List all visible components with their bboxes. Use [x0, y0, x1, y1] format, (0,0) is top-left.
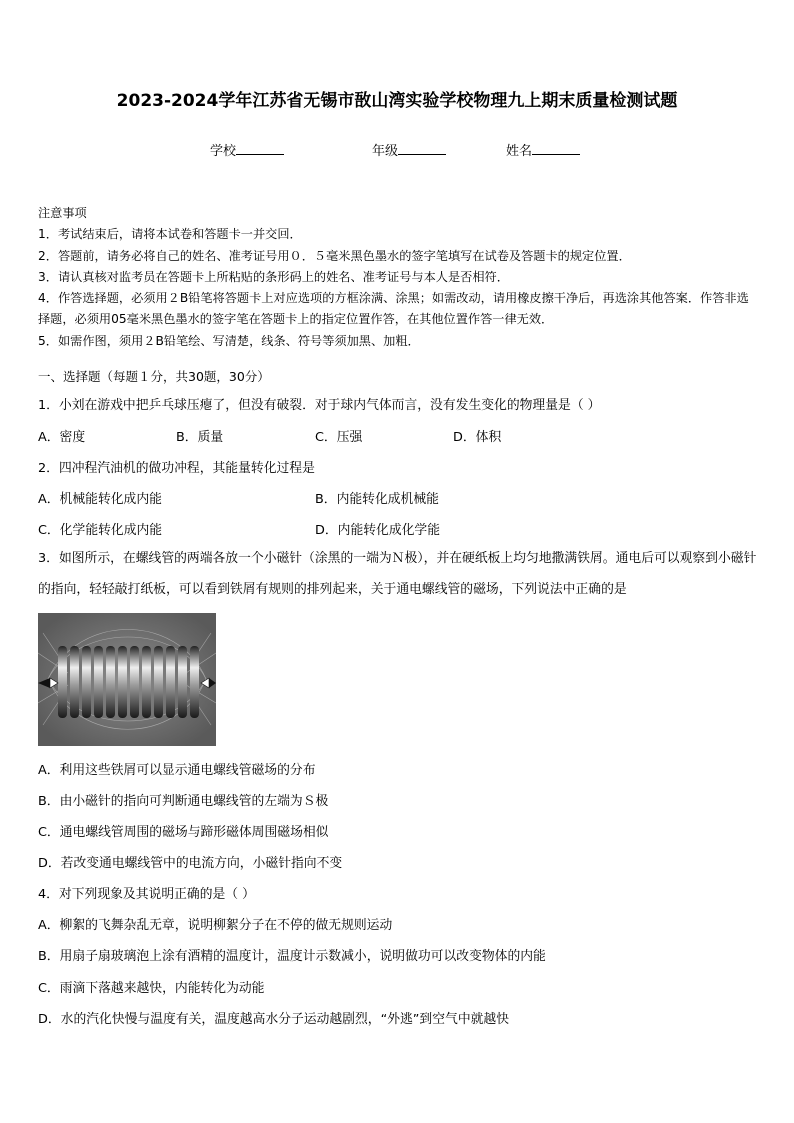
- question-4-option-c[interactable]: C．雨滴下落越来越快，内能转化为动能: [38, 981, 265, 996]
- question-1-option-a[interactable]: A．密度: [38, 430, 86, 445]
- notice-item: 4．作答选择题，必须用２B铅笔将答题卡上对应选项的方框涂满、涂黑；如需改动，请用橡皮擦干净后，再选涂其他答案．作答非选择题，必须用05毫米黑色墨水的签字笔在答题卡上的指定位置作答，在其他位置作答一律无效．: [38, 291, 749, 327]
- notice-item: 2．答题前，请务必将自己的姓名、准考证号用０．５毫米黑色墨水的签字笔填写在试卷及答题卡的规定位置．: [38, 248, 631, 263]
- question-3-option-b[interactable]: B．由小磁针的指向可判断通电螺线管的左端为Ｓ极: [38, 794, 329, 809]
- question-2-option-b[interactable]: B．内能转化成机械能: [315, 492, 439, 507]
- question-1-stem: 1．小刘在游戏中把乒乓球压瘪了，但没有破裂．对于球内气体而言，没有发生变化的物理量是（ ）: [38, 398, 601, 413]
- question-3-option-c[interactable]: C．通电螺线管周围的磁场与蹄形磁体周围磁场相似: [38, 825, 329, 840]
- solenoid-image: [38, 613, 216, 746]
- section-heading: 一、选择题（每题１分，共30题，30分）: [38, 369, 270, 384]
- notice-heading: 注意事项: [38, 206, 87, 220]
- question-2-option-a[interactable]: A．机械能转化成内能: [38, 492, 162, 507]
- notice-item: 1．考试结束后，请将本试卷和答题卡一并交回．: [38, 227, 302, 242]
- solenoid-iron-filings-figure: [38, 613, 216, 746]
- school-field[interactable]: 学校: [210, 140, 284, 159]
- grade-field[interactable]: 年级: [372, 140, 446, 159]
- name-field[interactable]: 姓名: [506, 140, 580, 159]
- question-4-stem: 4．对下列现象及其说明正确的是（ ）: [38, 887, 255, 902]
- question-2-option-d[interactable]: D．内能转化成化学能: [315, 523, 441, 538]
- question-3-option-a[interactable]: A．利用这些铁屑可以显示通电螺线管磁场的分布: [38, 763, 316, 778]
- notice-section: [38, 203, 758, 352]
- notice-item: 3．请认真核对监考员在答题卡上所粘贴的条形码上的姓名、准考证号与本人是否相符．: [38, 269, 509, 284]
- question-1-option-c[interactable]: C．压强: [315, 430, 363, 445]
- question-1-option-b[interactable]: B．质量: [176, 430, 224, 445]
- notice-item: 5．如需作图，须用２B铅笔绘、写清楚，线条、符号等须加黑、加粗．: [38, 333, 420, 348]
- question-3-stem: 3．如图所示，在螺线管的两端各放一个小磁针（涂黑的一端为Ｎ极），并在硬纸板上均匀地撒满铁屑。通电后可以观察到小磁针的指向，轻轻敲打纸板，可以看到铁屑有规则的排列起来，关于通电螺线管的磁场，下列说法中正确的是: [38, 551, 757, 597]
- exam-title: 2023-2024学年江苏省无锡市敔山湾实验学校物理九上期末质量检测试题: [116, 91, 678, 111]
- question-4-option-a[interactable]: A．柳絮的飞舞杂乱无章，说明柳絮分子在不停的做无规则运动: [38, 918, 393, 933]
- question-4-option-b[interactable]: B．用扇子扇玻璃泡上涂有酒精的温度计，温度计示数减小，说明做功可以改变物体的内能: [38, 949, 546, 964]
- question-1-option-d[interactable]: D．体积: [453, 430, 502, 445]
- question-2-stem: 2．四冲程汽油机的做功冲程，其能量转化过程是: [38, 461, 315, 476]
- question-3-option-d[interactable]: D．若改变通电螺线管中的电流方向，小磁针指向不变: [38, 856, 343, 871]
- question-2-option-c[interactable]: C．化学能转化成内能: [38, 523, 163, 538]
- question-4-option-d[interactable]: D．水的汽化快慢与温度有关，温度越高水分子运动越剧烈，“外逃”到空气中就越快: [38, 1012, 510, 1027]
